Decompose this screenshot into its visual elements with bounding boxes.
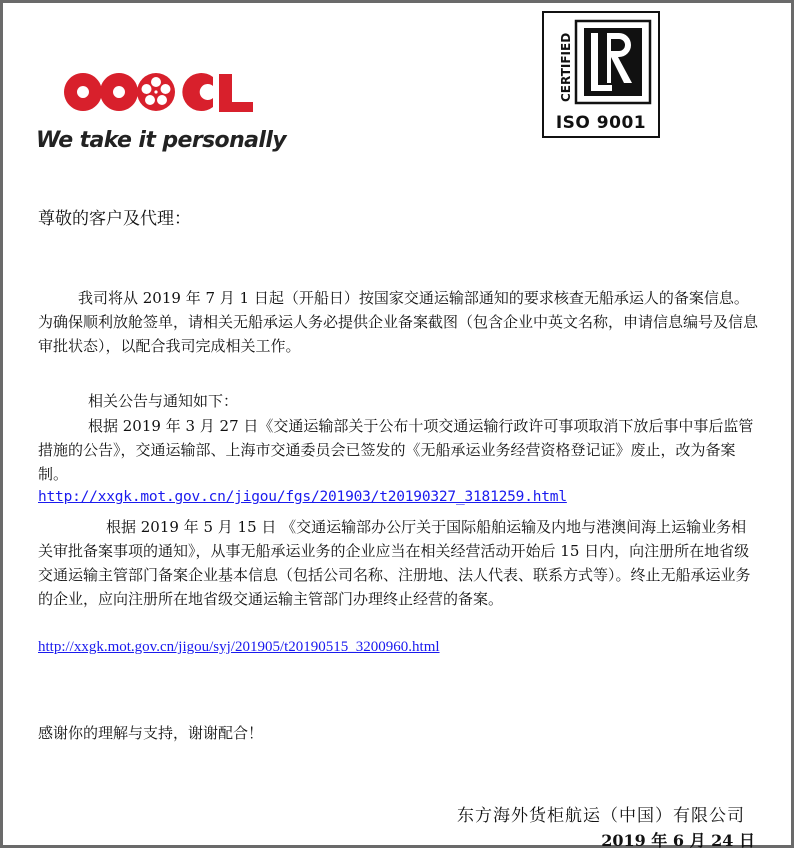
company-tagline: We take it personally (36, 128, 287, 153)
lloyds-register-mark-icon (554, 19, 652, 105)
iso-standard-label: ISO 9001 (555, 113, 647, 133)
svg-text:CERTIFIED: CERTIFIED (559, 32, 573, 102)
announcement-link-1[interactable]: http://xxgk.mot.gov.cn/jigou/fgs/201903/t20190327_3181259.html (38, 489, 567, 505)
body-paragraph-2: 相关公告与通知如下： (88, 392, 239, 410)
body-paragraph-1: 我司将从 2019 年 7 月 1 日起（开船日）按国家交通运输部通知的要求核查无船承运人的备案信息。为确保顺利放舱签单，请相关无船承运人务必提供企业备案截图（包含企业中英文名称，申请信息编号及信息审批状态），以配合我司完成相关工作。 (38, 289, 759, 355)
oocl-logo (63, 67, 263, 137)
body-paragraph-3: 根据 2019 年 3 月 27 日《交通运输部关于公布十项交通运输行政许可事项取消下放后事中事后监管措施的公告》，交通运输部、上海市交通委员会已签发的《无船承运业务经营资格登记证》废止，改为备案制。 (38, 417, 754, 483)
announcement-link-2[interactable]: http://xxgk.mot.gov.cn/jigou/syj/201905/t20190515_3200960.html (38, 639, 440, 655)
iso-certification-badge (542, 11, 660, 138)
signature-date: 2019 年 6 月 24 日 (601, 831, 755, 850)
signature-company: 东方海外货柜航运（中国）有限公司 (457, 806, 745, 826)
salutation: 尊敬的客户及代理： (38, 209, 191, 229)
closing-line: 感谢你的理解与支持，谢谢配合！ (38, 724, 264, 742)
body-paragraph-4: 根据 2019 年 5 月 15 日 《交通运输部办公厅关于国际船舶运输及内地与港澳间海上运输业务相关审批备案事项的通知》，从事无船承运业务的企业应当在相关经营活动开始后 15 日内，向注册所在地省级交通运输主管部门备案企业基本信息（包括公司名称、注册地、法人代表、联系方式等）。终止无船承运业务的企业，应向注册所在地省级交通运输主管部门办理终止经营的备案。 (38, 518, 751, 608)
